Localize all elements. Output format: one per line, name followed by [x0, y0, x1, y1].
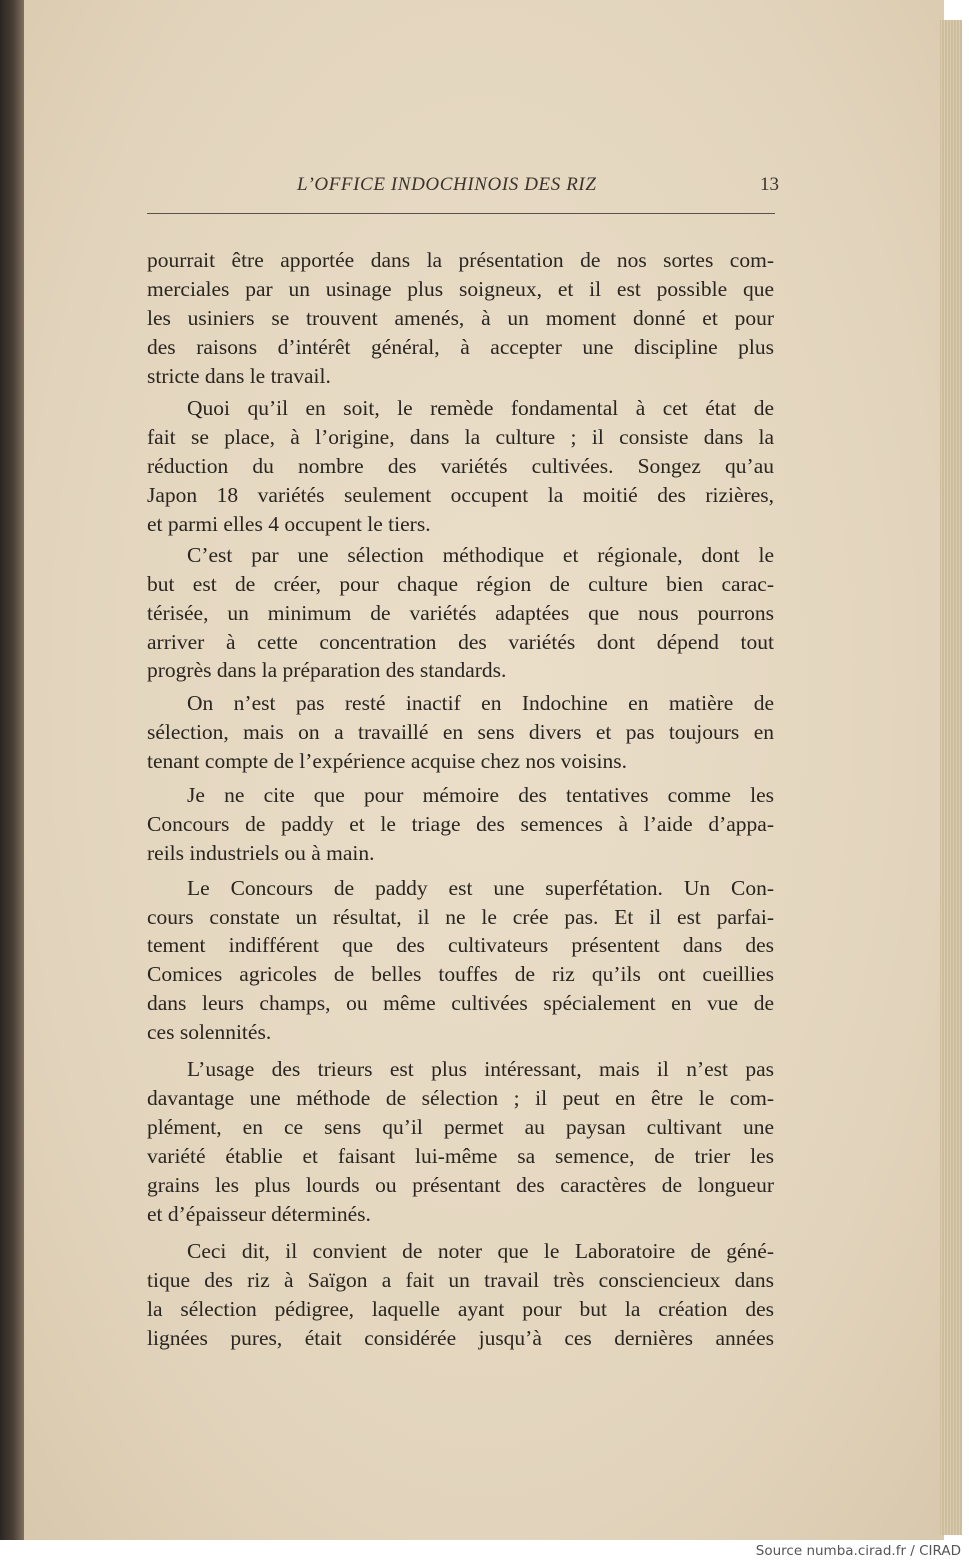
text-line: des raisons d’intérêt général, à accepter une discipline plus: [147, 334, 774, 359]
text-line: pourrait être apportée dans la présentation de nos sortes com-: [147, 248, 774, 272]
text-line: but est de créer, pour chaque région de culture bien carac-: [147, 571, 774, 596]
paragraph: [147, 689, 774, 776]
text-line: Japon 18 variétés seulement occupent la moitié des rizières,: [147, 483, 774, 508]
text-line: térisée, un minimum de variétés adaptées que nous pourrons: [147, 600, 774, 625]
paragraph: [147, 1237, 774, 1353]
text-line: progrès dans la préparation des standards.: [147, 658, 507, 683]
text-line: davantage une méthode de sélection ; il peut en être le com-: [147, 1085, 774, 1110]
text-line: réduction du nombre des variétés cultivées. Songez qu’au: [147, 454, 774, 479]
running-header: [147, 174, 779, 204]
text-line: et parmi elles 4 occupent le tiers.: [147, 512, 431, 537]
text-line: tement indifférent que des cultivateurs présentent dans des: [147, 933, 774, 958]
text-line: merciales par un usinage plus soigneux, et il est possible que: [147, 276, 774, 301]
page-number: 13: [760, 174, 779, 195]
paragraph: [147, 874, 774, 1047]
text-line: grains les plus lourds ou présentant des caractères de longueur: [147, 1172, 774, 1197]
text-line: les usiniers se trouvent amenés, à un moment donné et pour: [147, 305, 774, 330]
paragraph: [147, 781, 774, 868]
header-rule: [147, 213, 775, 214]
text-line: L’usage des trieurs est plus intéressant, mais il n’est pas: [187, 1057, 774, 1082]
text-line: Je ne cite que pour mémoire des tentatives comme les: [187, 783, 774, 808]
text-line: reils industriels ou à main.: [147, 840, 375, 865]
text-line: la sélection pédigree, laquelle ayant pour but la création des: [147, 1297, 774, 1322]
text-line: fait se place, à l’origine, dans la culture ; il consiste dans la: [147, 425, 774, 450]
paragraph: [147, 1055, 774, 1228]
text-line: Concours de paddy et le triage des semences à l’aide d’appa-: [147, 811, 774, 836]
text-line: et d’épaisseur déterminés.: [147, 1201, 371, 1226]
text-line: On n’est pas resté inactif en Indochine en matière de: [187, 691, 774, 716]
body-text: [147, 246, 774, 1353]
text-line: Le Concours de paddy est une superfétation. Un Con-: [187, 875, 774, 900]
text-line: ces solennités.: [147, 1020, 272, 1045]
running-title: L’OFFICE INDOCHINOIS DES RIZ: [297, 174, 597, 195]
text-line: dans leurs champs, ou même cultivées spécialement en vue de: [147, 991, 774, 1016]
text-line: arriver à cette concentration des variétés dont dépend tout: [147, 629, 774, 654]
text-line: plément, en ce sens qu’il permet au paysan cultivant une: [147, 1114, 774, 1139]
text-line: cours constate un résultat, il ne le crée pas. Et il est parfai-: [147, 904, 774, 929]
text-line: tenant compte de l’expérience acquise chez nos voisins.: [147, 749, 627, 774]
text-line: tique des riz à Saïgon a fait un travail très consciencieux dans: [147, 1268, 774, 1293]
page-stack-edge: [940, 20, 962, 1535]
text-line: Quoi qu’il en soit, le remède fondamental à cet état de: [187, 396, 774, 421]
text-line: lignées pures, était considérée jusqu’à ces dernières années: [147, 1326, 774, 1351]
text-line: sélection, mais on a travaillé en sens divers et pas toujours en: [147, 720, 774, 745]
text-line: Comices agricoles de belles touffes de riz qu’ils ont cueillies: [147, 962, 774, 987]
text-line: stricte dans le travail.: [147, 363, 331, 388]
text-line: variété établie et faisant lui-même sa semence, de trier les: [147, 1143, 774, 1168]
text-line: Ceci dit, il convient de noter que le Laboratoire de géné-: [187, 1239, 774, 1264]
book-binding: [0, 0, 26, 1540]
paragraph: [147, 246, 774, 390]
paragraph: [147, 394, 774, 538]
paragraph: [147, 541, 774, 685]
source-credit: Source numba.cirad.fr / CIRAD: [755, 1543, 961, 1559]
text-line: C’est par une sélection méthodique et régionale, dont le: [187, 542, 774, 567]
